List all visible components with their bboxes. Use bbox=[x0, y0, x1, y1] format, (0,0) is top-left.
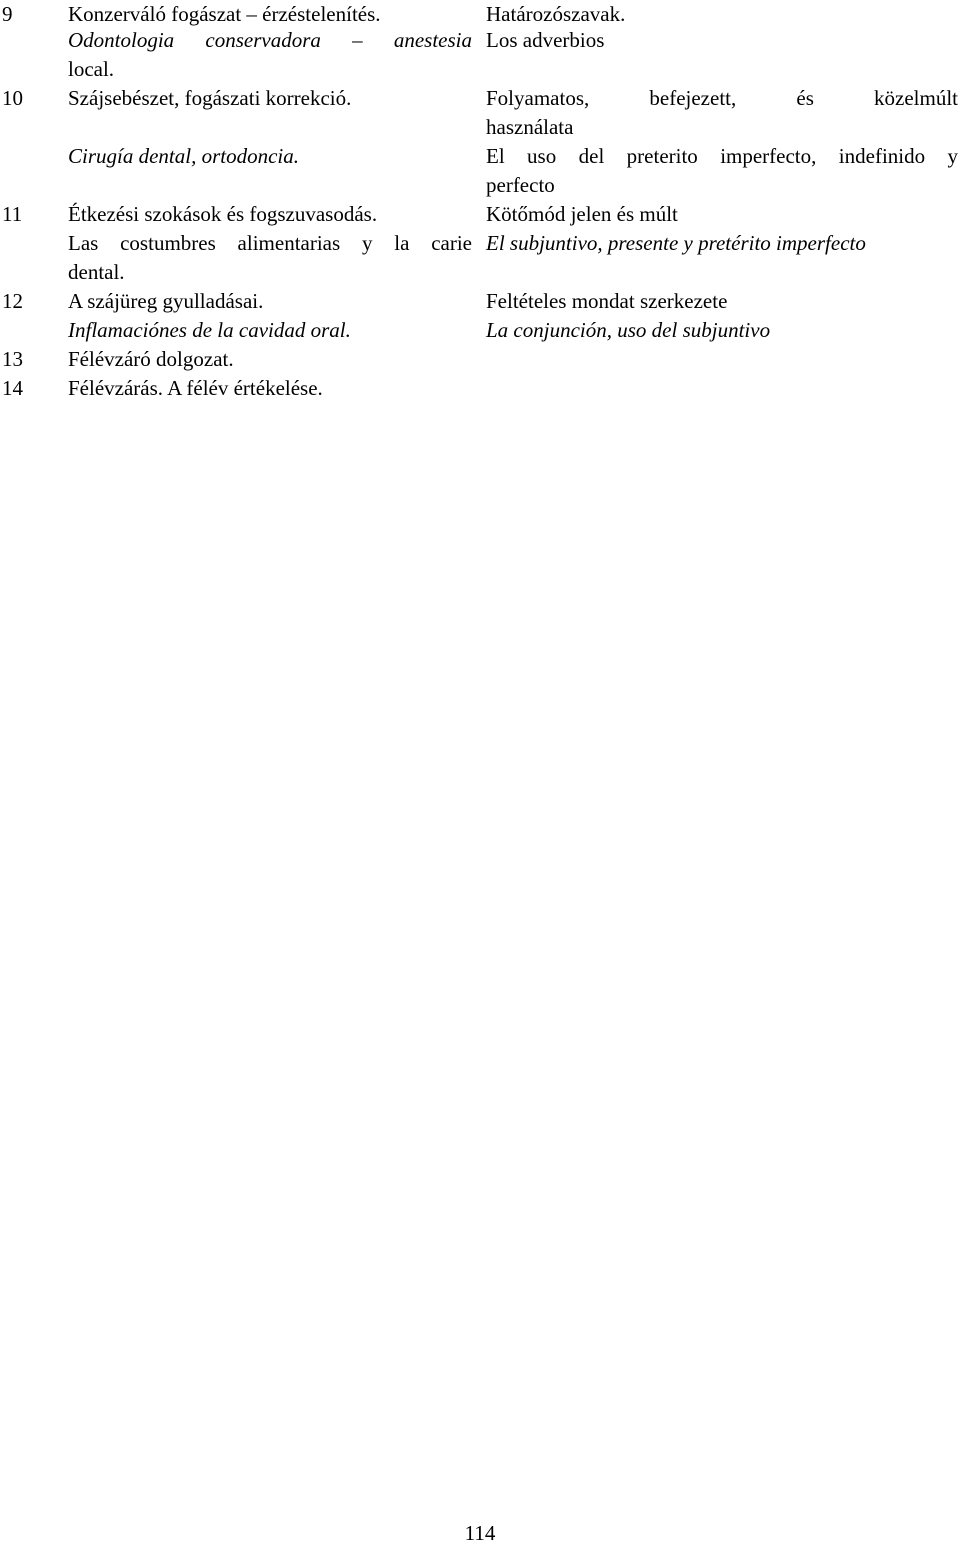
lesson-number: 12 bbox=[2, 289, 23, 313]
topic-spanish-continued: local. bbox=[68, 57, 115, 81]
topic-spanish: Odontologia conservadora – anestesia bbox=[68, 28, 472, 52]
topic-hungarian: Félévzáró dolgozat. bbox=[68, 347, 234, 371]
topic-hungarian: Szájsebészet, fogászati korrekció. bbox=[68, 86, 352, 110]
table-row bbox=[0, 26, 960, 55]
lesson-number: 10 bbox=[2, 86, 23, 110]
table-row bbox=[0, 113, 960, 142]
topic-hungarian: Konzerváló fogászat – érzéstelenítés. bbox=[68, 2, 381, 26]
grammar-hungarian: Határozószavak. bbox=[486, 2, 626, 26]
topic-hungarian: A szájüreg gyulladásai. bbox=[68, 289, 264, 313]
table-row bbox=[0, 287, 960, 316]
grammar-spanish: El uso del preterito imperfecto, indefinido y bbox=[486, 144, 958, 168]
topic-spanish: Cirugía dental, ortodoncia. bbox=[68, 144, 299, 168]
table-row bbox=[0, 229, 960, 258]
lesson-number: 14 bbox=[2, 376, 23, 400]
lesson-number: 13 bbox=[2, 347, 23, 371]
table-row bbox=[0, 0, 960, 29]
table-row bbox=[0, 258, 960, 287]
page-number: 114 bbox=[464, 1521, 496, 1545]
table-row bbox=[0, 316, 960, 345]
topic-spanish: Las costumbres alimentarias y la carie bbox=[68, 231, 472, 255]
lesson-number: 11 bbox=[2, 202, 23, 226]
table-row bbox=[0, 55, 960, 84]
lesson-number: 9 bbox=[2, 2, 13, 26]
grammar-spanish: Los adverbios bbox=[486, 28, 605, 52]
grammar-spanish: La conjunción, uso del subjuntivo bbox=[486, 318, 771, 342]
table-row bbox=[0, 345, 960, 374]
topic-spanish-continued: dental. bbox=[68, 260, 125, 284]
grammar-hungarian: Folyamatos, befejezett, és közelmúlt bbox=[486, 86, 958, 110]
table-row bbox=[0, 200, 960, 229]
grammar-hungarian: Kötőmód jelen és múlt bbox=[486, 202, 678, 226]
grammar-hungarian: Feltételes mondat szerkezete bbox=[486, 289, 728, 313]
table-row bbox=[0, 142, 960, 171]
topic-hungarian: Félévzárás. A félév értékelése. bbox=[68, 376, 323, 400]
grammar-spanish-continued: perfecto bbox=[486, 173, 555, 197]
table-row bbox=[0, 84, 960, 113]
grammar-hungarian-continued: használata bbox=[486, 115, 574, 139]
table-row bbox=[0, 171, 960, 200]
table-row bbox=[0, 374, 960, 403]
topic-spanish: Inflamaciónes de la cavidad oral. bbox=[68, 318, 351, 342]
grammar-spanish: El subjuntivo, presente y pretérito imperfecto bbox=[486, 231, 866, 255]
topic-hungarian: Étkezési szokások és fogszuvasodás. bbox=[68, 202, 378, 226]
